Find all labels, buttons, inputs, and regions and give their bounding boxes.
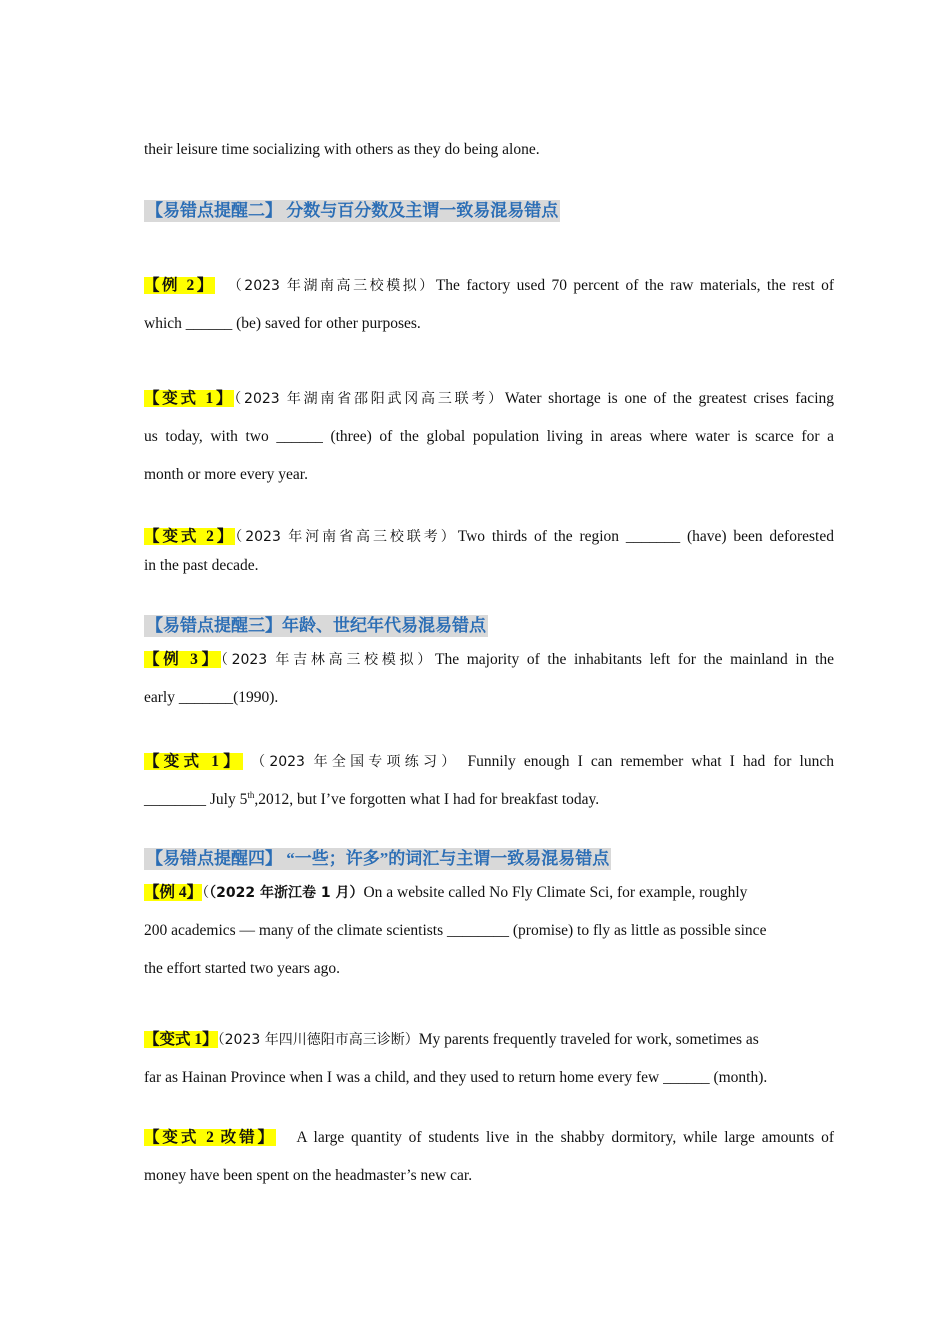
example-2-line-2: which ______ (be) saved for other purposes.	[144, 315, 421, 332]
variant-1b-text-2b: ,2012, but I’ve forgotten what I had for breakfast today.	[254, 791, 600, 808]
example-4-text-1: On a website called No Fly Climate Sci, for example, roughly	[363, 884, 748, 901]
section-heading-3: 【易错点提醒三】年龄、世纪年代易混易错点	[146, 616, 486, 635]
variant-1a-line-3: month or more every year.	[144, 466, 308, 483]
example-3-line-2: early _______(1990).	[144, 689, 279, 706]
example-3-text-1: The majority of the inhabitants left for the mainland in the	[435, 651, 834, 668]
variant-1b-superscript: th	[247, 789, 255, 800]
variant-1c-line-2: far as Hainan Province when I was a child, and they used to return home every few ______ (month).	[144, 1069, 768, 1086]
variant-1a-source: （2023 年湖南省邵阳武冈高三联考）	[234, 391, 505, 407]
variant-1c-line-1	[144, 1021, 834, 1059]
variant-2a-line-2: in the past decade.	[144, 557, 259, 574]
example-4-source: （2022 年浙江卷 1 月）	[209, 885, 364, 901]
variant-2a-tag: 【变式 2】	[144, 528, 236, 545]
example-2-tag: 【例 2】	[144, 277, 215, 294]
example-2-text-1: The factory used 70 percent of the raw materials, the rest of	[435, 277, 834, 294]
variant-2a-text-1: Two thirds of the region _______ (have) been deforested	[457, 528, 834, 545]
variant-1a-line-2: us today, with two ______ (three) of the global population living in areas where water is scarce for a	[144, 428, 834, 445]
variant-1b-line-2	[144, 781, 834, 819]
variant-1a-text-1: Water shortage is one of the greatest crises facing	[504, 390, 834, 407]
variant-1c-text-1: My parents frequently traveled for work, sometimes as	[418, 1031, 759, 1048]
example-3-source: （2023 年吉林高三校模拟）	[220, 652, 436, 668]
example-4-line-3: the effort started two years ago.	[144, 960, 340, 977]
variant-1c-tag: 【变式 1】	[144, 1031, 218, 1048]
variant-1b-source: （2023 年全国专项练习）	[251, 754, 460, 770]
variant-1a-tag: 【变式 1】	[144, 390, 235, 407]
variant-2c-tag: 【变式 2 改错】	[144, 1129, 276, 1146]
example-4-line-2: 200 academics — many of the climate scientists ________ (promise) to fly as little as possible since	[144, 922, 767, 939]
section-heading-2: 【易错点提醒二】 分数与百分数及主谓一致易混易错点	[146, 201, 559, 220]
example-4-paren: （	[202, 885, 210, 901]
variant-1c-source: （2023 年四川德阳市高三诊断）	[217, 1032, 419, 1048]
variant-2a-source: （2023 年河南省高三校联考）	[235, 529, 458, 545]
variant-1b-text-1: Funnily enough I can remember what I had for lunch	[467, 753, 834, 770]
example-4-tag: 【例 4】	[144, 884, 203, 901]
example-4-line-1	[144, 874, 834, 912]
intro-line: their leisure time socializing with others as they do being alone.	[144, 141, 540, 158]
section-heading-4: 【易错点提醒四】 “一些；许多”的词汇与主谓一致易混易错点	[146, 849, 610, 868]
variant-1b-tag: 【变式 1】	[144, 753, 243, 770]
example-2-source: （2023 年湖南高三校模拟）	[227, 278, 436, 294]
variant-2c-line-2: money have been spent on the headmaster’s new car.	[144, 1167, 473, 1184]
variant-2c-text-1: A large quantity of students live in the shabby dormitory, while large amounts of	[296, 1129, 834, 1146]
example-3-tag: 【例 3】	[144, 651, 221, 668]
variant-1b-text-2a: ________ July 5	[144, 791, 248, 808]
